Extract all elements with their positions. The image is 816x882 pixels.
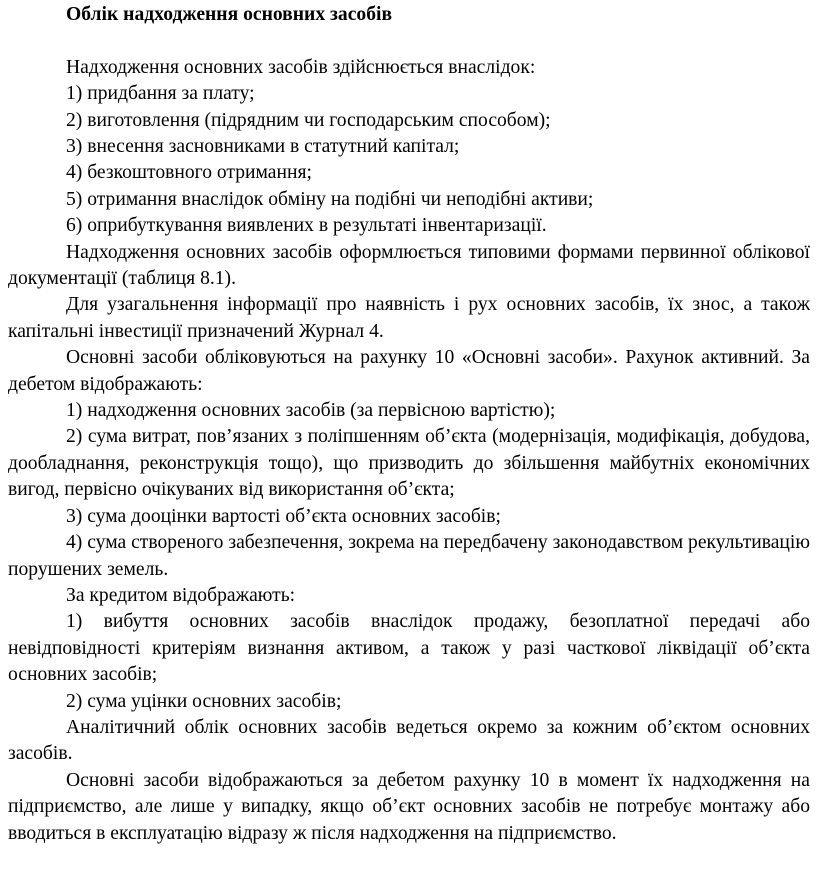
- paragraph-account-10: Основні засоби обліковуються на рахунку 10 «Основні засоби». Рахунок активний. За дебетом відображають:: [8, 347, 810, 395]
- list-item-manufacture: 2) виготовлення (підрядним чи господарським способом);: [66, 109, 551, 131]
- credit-item-markdown: 2) сума уцінки основних засобів;: [66, 690, 342, 712]
- paragraph-documentation: Надходження основних засобів оформлюється типовими формами первинної облікової документації (таблиця 8.1).: [8, 241, 810, 290]
- credit-item-disposal: 1) вибуття основних засобів внаслідок продажу, безоплатної передачі або невідповідності критеріям визнання активом, а також у разі часткової ліквідації об’єкта основних засобів;: [8, 611, 810, 686]
- debit-item-improvement: 2) сума витрат, пов’язаних з поліпшенням об’єкта (модернізація, модифікація, добудова, дообладнання, реконструкція тощо), що призводить до збільшення майбутніх економічних вигод, первісно очікуваних від використання об’єкта;: [8, 426, 810, 501]
- document-title: Облік надходження основних засобів: [66, 4, 393, 25]
- debit-item-revaluation: 3) сума дооцінки вартості об’єкта основних засобів;: [66, 505, 501, 527]
- list-item-purchase: 1) придбання за плату;: [66, 83, 255, 105]
- debit-item-receipt: 1) надходження основних засобів (за первісною вартістю);: [66, 400, 556, 422]
- list-item-inventory: 6) оприбуткування виявлених в результаті інвентаризації.: [66, 215, 547, 237]
- paragraph-credit-heading: За кредитом відображають:: [66, 584, 296, 606]
- paragraph-debit-moment: Основні засоби відображаються за дебетом рахунку 10 в момент їх надходження на підприємство, але лише у випадку, якщо об’єкт основних засобів не потребує монтажу або вводиться в експлуатацію відразу ж після надходження на підприємство.: [8, 769, 810, 844]
- list-item-exchange: 5) отримання внаслідок обміну на подібні чи неподібні активи;: [66, 188, 594, 210]
- list-item-contribution: 3) внесення засновниками в статутний капітал;: [66, 136, 460, 158]
- debit-item-provision: 4) сума створеного забезпечення, зокрема на передбачену законодавством рекультивацію порушених земель.: [8, 532, 810, 580]
- paragraph-intro: Надходження основних засобів здійснюється внаслідок:: [66, 56, 536, 78]
- paragraph-journal: Для узагальнення інформації про наявність і рух основних засобів, їх знос, а також капітальні інвестиції призначений Журнал 4.: [8, 294, 810, 342]
- list-item-free-receipt: 4) безкоштовного отримання;: [66, 162, 312, 184]
- paragraph-analytical: Аналітичний облік основних засобів ведеться окремо за кожним об’єктом основних засобів.: [8, 716, 810, 765]
